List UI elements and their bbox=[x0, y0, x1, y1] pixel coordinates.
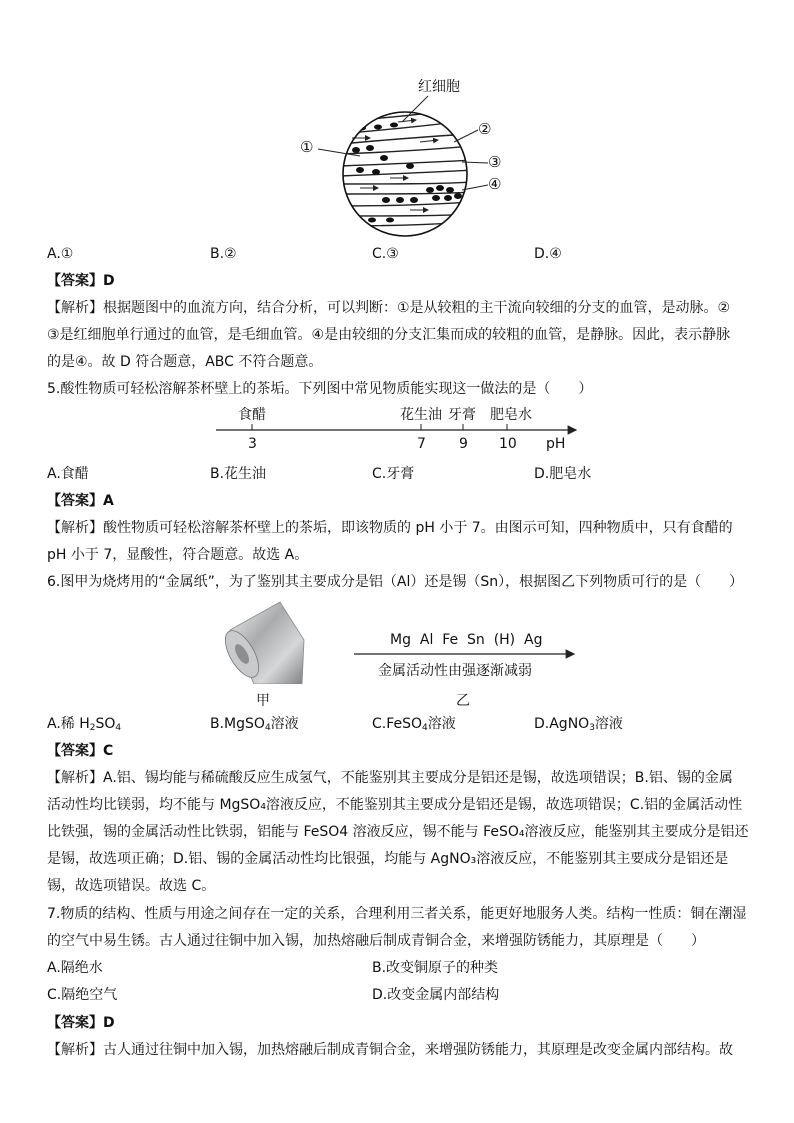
q4-option-b: B.② bbox=[210, 246, 237, 262]
q4-option-a: A.① bbox=[47, 246, 74, 262]
q7-stem-line-2: 的空气中易生锈。古人通过往铜中加入锡，加热熔融后制成青铜合金，来增强防锈能力，其原理是（ ） bbox=[47, 933, 705, 949]
q6-option-b-text: B.MgSO bbox=[210, 716, 265, 732]
q5-option-a: A.食醋 bbox=[47, 466, 89, 482]
q7-option-a: A.隔绝水 bbox=[47, 960, 103, 976]
label-1: ① bbox=[300, 138, 314, 156]
foil-roll-icon bbox=[222, 600, 306, 684]
foil-image bbox=[222, 600, 306, 684]
q6-option-c bbox=[372, 714, 456, 734]
q6-analysis-line-5: 锡，故选项错误。故选 C。 bbox=[47, 878, 216, 894]
q7-answer: 【答案】D bbox=[47, 1015, 115, 1031]
q6-analysis-line-1: 【解析】A.铝、锡均能与稀硫酸反应生成氢气，不能鉴别其主要成分是铝还是锡，故选项错误；B.铝、锡的金属 bbox=[47, 770, 733, 786]
q4-analysis-line-3: 的是④。故 D 符合题意，ABC 不符合题意。 bbox=[47, 354, 323, 370]
q5-answer: 【答案】A bbox=[47, 493, 114, 509]
q4-answer: 【答案】D bbox=[47, 273, 115, 289]
ph-value-7: 7 bbox=[417, 436, 426, 452]
ph-item-toothpaste: 牙膏 bbox=[448, 407, 476, 423]
q6-analysis-line-3: 比铁强，锡的金属活动性比铁弱，铝能与 FeSO4 溶液反应，锡不能与 FeSO₄溶液反应，能鉴别其主要成分是铝还 bbox=[47, 824, 749, 840]
ph-item-soap: 肥皂水 bbox=[490, 407, 532, 423]
q5-stem: 5.酸性物质可轻松溶解茶杯壁上的茶垢。下列图中常见物质能实现这一做法的是（ ） bbox=[47, 381, 593, 397]
q6-answer: 【答案】C bbox=[47, 743, 114, 759]
q6-option-a-sub: 2 bbox=[89, 723, 96, 733]
q6-option-c-text: C.FeSO bbox=[372, 716, 423, 732]
q6-option-b bbox=[210, 714, 299, 734]
q7-option-b: B.改变铜原子的种类 bbox=[372, 960, 499, 976]
ph-scale bbox=[210, 404, 590, 458]
q5-option-b: B.花生油 bbox=[210, 466, 267, 482]
q6-option-c-suffix: 溶液 bbox=[427, 716, 456, 732]
q6-option-d-suffix: 溶液 bbox=[594, 716, 623, 732]
ph-item-vinegar: 食醋 bbox=[238, 407, 266, 423]
q5-option-d: D.肥皂水 bbox=[534, 466, 592, 482]
q6-option-a-text: A.稀 H bbox=[47, 716, 90, 732]
vessel-diagram bbox=[290, 74, 520, 240]
blood-vessel-figure bbox=[290, 74, 520, 240]
q6-option-a-text2: SO bbox=[95, 716, 116, 732]
q6-option-d bbox=[534, 714, 623, 734]
q6-option-d-sub: 3 bbox=[589, 723, 595, 733]
ph-value-9: 9 bbox=[459, 436, 468, 452]
activity-series bbox=[350, 628, 580, 678]
q6-option-b-suffix: 溶液 bbox=[270, 716, 299, 732]
q6-analysis-line-4: 是锡，故选项正确；D.铝、锡的金属活动性均比银强，均能与 AgNO₃溶液反应，不能鉴别其主要成分是铝还是 bbox=[47, 851, 729, 867]
q4-analysis-line-1: 【解析】根据题图中的血流方向，结合分析，可以判断：①是从较粗的主干流向较细的分支的血管，是动脉。② bbox=[47, 300, 731, 316]
label-4: ④ bbox=[488, 175, 502, 193]
q6-option-a-sub2: 4 bbox=[115, 723, 122, 733]
ph-axis-label: pH bbox=[546, 436, 566, 452]
label-jia: 甲 bbox=[256, 693, 270, 709]
q5-option-c: C.牙膏 bbox=[372, 466, 415, 482]
ph-value-3: 3 bbox=[248, 436, 257, 452]
q5-analysis-line-2: pH 小于 7，显酸性，符合题意。故选 A。 bbox=[47, 547, 309, 563]
q6-option-c-sub: 4 bbox=[422, 723, 428, 733]
q6-analysis-line-2: 活动性均比镁弱，均不能与 MgSO₄溶液反应，不能鉴别其主要成分是铝还是锡，故选项错误；C.铝的金属活动性 bbox=[47, 797, 743, 813]
q6-option-d-text: D.AgNO bbox=[534, 716, 590, 732]
q7-stem-line-1: 7.物质的结构、性质与用途之间存在一定的关系，合理利用三者关系，能更好地服务人类。结构一性质：铜在潮湿 bbox=[47, 906, 747, 922]
label-yi: 乙 bbox=[456, 693, 470, 709]
q4-analysis-line-2: ③是红细胞单行通过的血管，是毛细血管。④是由较细的分支汇集而成的较粗的血管，是静脉。因此，表示静脉 bbox=[47, 327, 731, 343]
activity-series-metals: Mg Al Fe Sn (H) Ag bbox=[390, 632, 543, 648]
q4-option-d: D.④ bbox=[534, 246, 562, 262]
label-3: ③ bbox=[488, 153, 502, 171]
q6-stem: 6.图甲为烧烤用的“金属纸”，为了鉴别其主要成分是铝（Al）还是锡（Sn），根据图乙下列物质可行的是（ ） bbox=[47, 574, 744, 590]
activity-series-caption: 金属活动性由强逐渐减弱 bbox=[378, 663, 532, 679]
q7-analysis-line-1: 【解析】古人通过往铜中加入锡，加热熔融后制成青铜合金，来增强防锈能力，其原理是改变金属内部结构。故 bbox=[47, 1042, 733, 1058]
q4-option-c: C.③ bbox=[372, 246, 399, 262]
figure-title-red-blood-cell: 红细胞 bbox=[418, 79, 460, 95]
q7-option-c: C.隔绝空气 bbox=[47, 987, 118, 1003]
ph-item-peanut-oil: 花生油 bbox=[400, 407, 442, 423]
q6-option-b-sub: 4 bbox=[264, 723, 271, 733]
q6-option-a bbox=[47, 714, 121, 734]
label-2: ② bbox=[478, 120, 492, 138]
ph-value-10: 10 bbox=[499, 436, 517, 452]
q5-analysis-line-1: 【解析】酸性物质可轻松溶解茶杯壁上的茶垢，即该物质的 pH 小于 7。由图示可知，四种物质中，只有食醋的 bbox=[47, 520, 733, 536]
q7-option-d: D.改变金属内部结构 bbox=[372, 987, 500, 1003]
